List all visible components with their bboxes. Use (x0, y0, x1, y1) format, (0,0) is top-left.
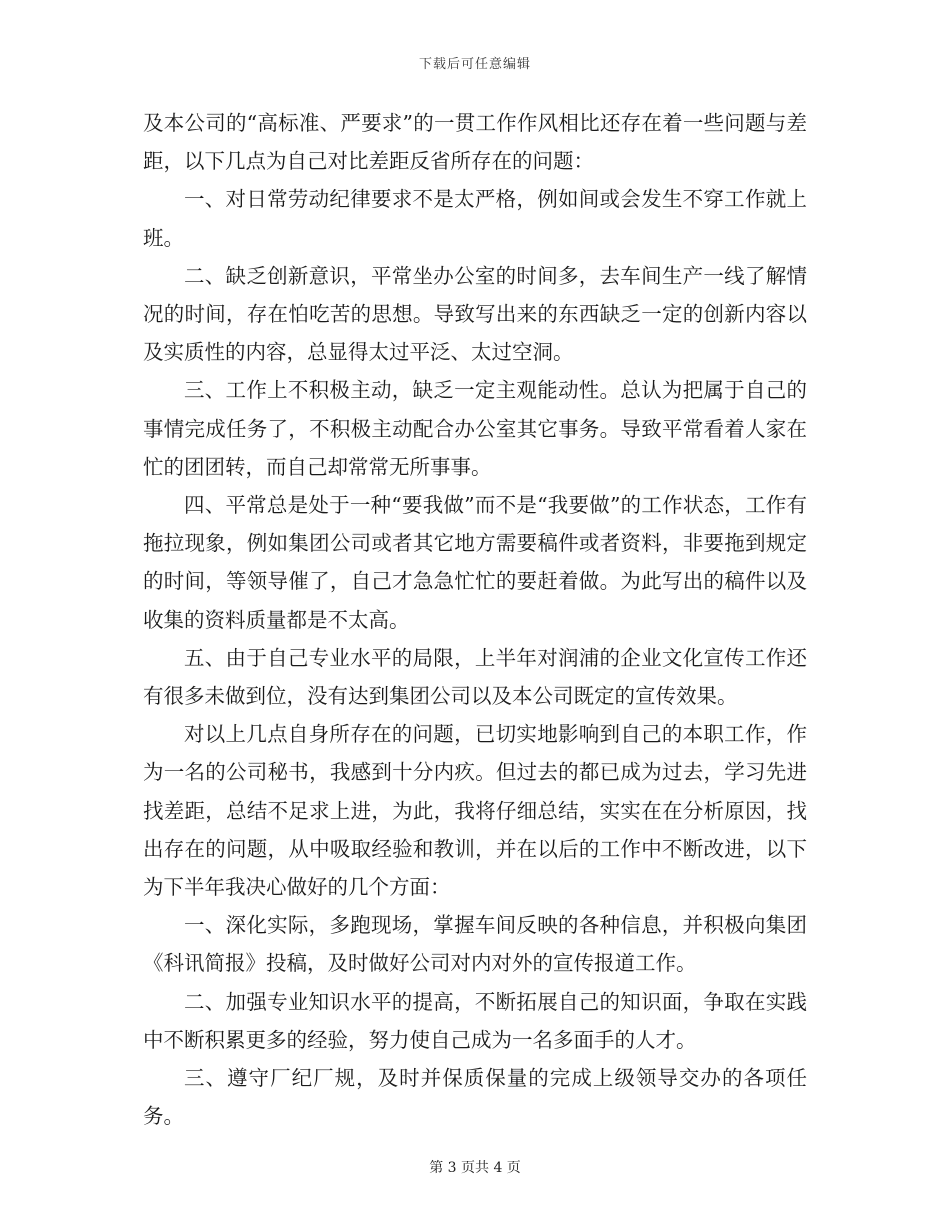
paragraph-issue-2: 二、缺乏创新意识，平常坐办公室的时间多，去车间生产一线了解情况的时间，存在怕吃苦的思想。导致写出来的东西缺乏一定的创新内容以及实质性的内容，总显得太过平泛、太过空洞。 (143, 263, 807, 365)
paragraph-plan-1: 一、深化实际，多跑现场，掌握车间反映的各种信息，并积极向集团《科讯简报》投稿，及时做好公司对内对外的宣传报道工作。 (143, 913, 807, 976)
paragraph-issue-3: 三、工作上不积极主动，缺乏一定主观能动性。总认为把属于自己的事情完成任务了，不积极主动配合办公室其它事务。导致平常看着人家在忙的团团转，而自己却常常无所事事。 (143, 378, 807, 479)
paragraph-summary: 对以上几点自身所存在的问题，已切实地影响到自己的本职工作，作为一名的公司秘书，我感到十分内疚。但过去的都已成为过去，学习先进找差距，总结不足求上进，为此，我将仔细总结，实实在在分析原因，找出存在的问题，从中吸取经验和教训，并在以后的工作中不断改进，以下为下半年我决心做好的几个方面： (143, 722, 807, 900)
paragraph-issue-1: 一、对日常劳动纪律要求不是太严格，例如间或会发生不穿工作就上班。 (143, 187, 807, 250)
paragraph-issue-4: 四、平常总是处于一种“要我做”而不是“我要做”的工作状态，工作有拖拉现象，例如集团公司或者其它地方需要稿件或者资料，非要拖到规定的时间，等领导催了，自己才急急忙忙的要赶着做。为此写出的稿件以及收集的资料质量都是不太高。 (143, 493, 807, 632)
document-body (143, 104, 807, 1135)
paragraph-plan-2: 二、加强专业知识水平的提高，不断拓展自己的知识面，争取在实践中不断积累更多的经验，努力使自己成为一名多面手的人才。 (143, 989, 807, 1052)
page-number: 第 3 页共 4 页 (429, 1160, 521, 1176)
paragraph-continuation: 及本公司的“高标准、严要求”的一贯工作作风相比还存在着一些问题与差距，以下几点为自己对比差距反省所存在的问题： (143, 111, 807, 174)
paragraph-issue-5: 五、由于自己专业水平的局限，上半年对润浦的企业文化宣传工作还有很多未做到位，没有达到集团公司以及本公司既定的宣传效果。 (143, 645, 807, 709)
page-header: 下载后可任意编辑 (418, 57, 531, 72)
paragraph-plan-3: 三、遵守厂纪厂规，及时并保质保量的完成上级领导交办的各项任务。 (143, 1066, 807, 1129)
